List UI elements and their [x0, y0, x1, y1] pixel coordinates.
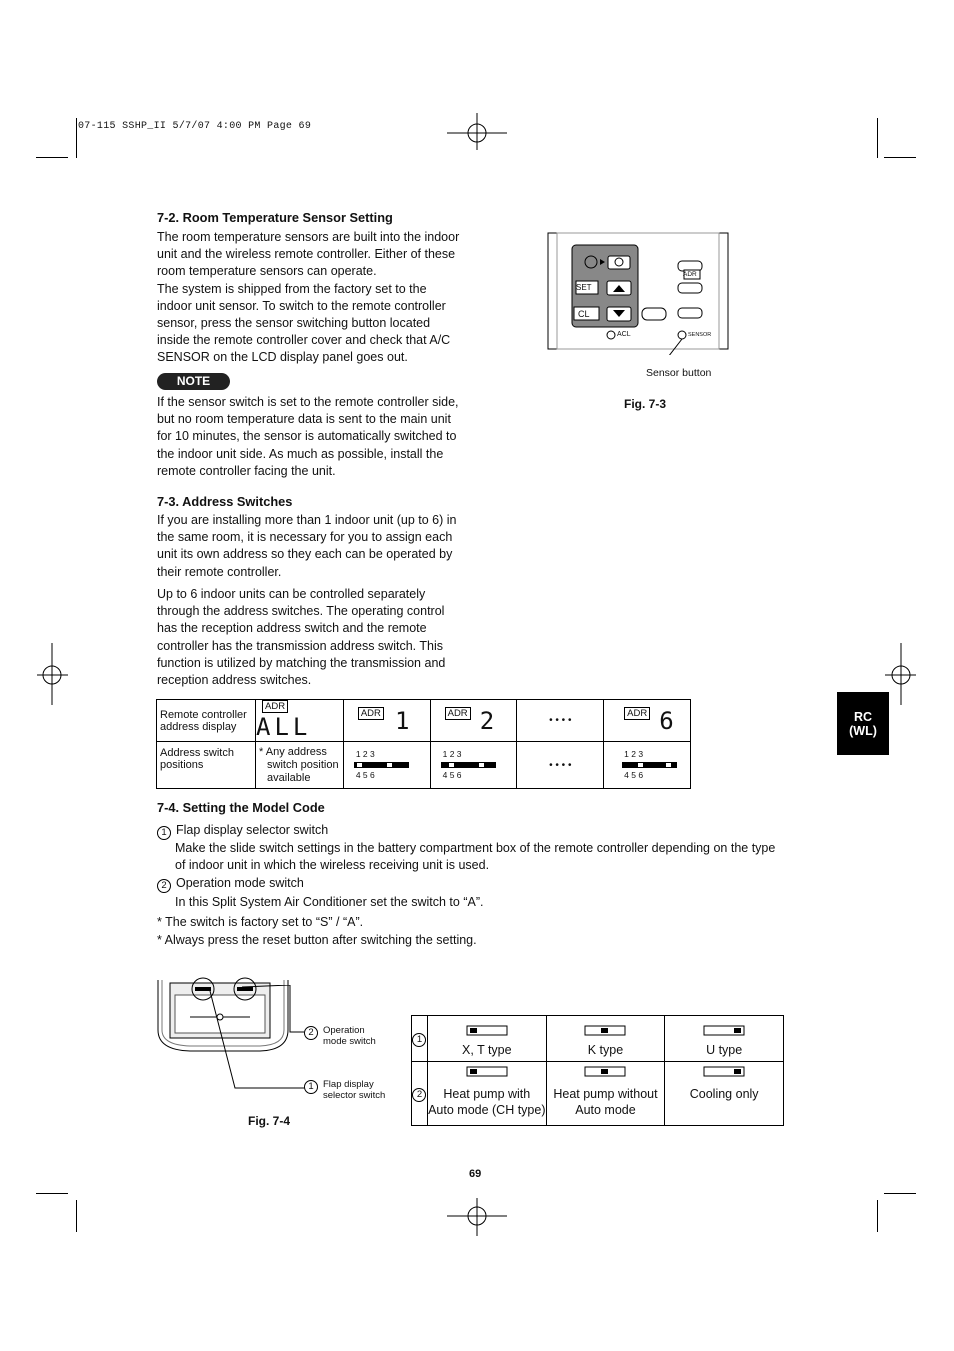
ellipsis: • • • •	[517, 700, 604, 742]
mode-heat-pump-no-auto: Heat pump without Auto mode	[546, 1062, 665, 1126]
number-2-icon: 2	[412, 1088, 426, 1102]
adr-badge: ADR	[624, 707, 650, 720]
lcd-display: 6	[659, 706, 674, 735]
dip-switch	[622, 760, 682, 770]
model-u-type: U type	[665, 1016, 784, 1062]
adr-badge: ADR	[262, 700, 288, 713]
number-1-icon: 1	[304, 1080, 318, 1094]
switch-top-numbers: 1 2 3	[624, 749, 644, 759]
model-k-type: K type	[546, 1016, 665, 1062]
switch-bottom-numbers: 4 5 6	[442, 770, 462, 780]
number-1-icon: 1	[412, 1033, 426, 1047]
number-2-icon: 2	[157, 879, 171, 893]
display-6	[604, 700, 691, 742]
cl-button-label: CL	[578, 309, 590, 319]
page-number: 69	[469, 1168, 482, 1180]
switch-top-numbers: 1 2 3	[442, 749, 462, 759]
address-table	[156, 699, 691, 789]
lcd-display: 2	[479, 706, 495, 735]
dip-switch	[441, 760, 501, 770]
print-header: 07-115 SSHP_II 5/7/07 4:00 PM Page 69	[78, 121, 312, 132]
fig-7-4-caption: Fig. 7-4	[248, 1114, 291, 1128]
section-title-7-4: 7-4. Setting the Model Code	[157, 800, 325, 815]
display-all	[256, 700, 344, 742]
any-address-note: * Any address switch position available	[256, 742, 344, 789]
switch-cell-2	[430, 742, 517, 789]
note-badge: NOTE	[157, 373, 230, 390]
address-paragraph-2: Up to 6 indoor units can be controlled separately through the address switches. The operating control has the reception address switch and the remote controller has the transmission address switch. This function is utilized by matching the transmission and reception address switches.	[157, 587, 446, 688]
flap-display-callout: 1 Flap display selector switch	[304, 1079, 385, 1101]
note-paragraph: If the sensor switch is set to the remote controller side, but no room temperature data is sent to the main unit for 10 minutes, the sensor is automatically switched to the indoor unit side. As much as possible, install the remote controller facing the unit.	[157, 395, 459, 478]
sensor-button-callout: Sensor button	[646, 367, 712, 379]
adr-badge: ADR	[358, 707, 384, 720]
set-button-label: SET	[576, 283, 592, 292]
address-switch-label: Address switch positions	[157, 742, 256, 789]
row-number-1	[412, 1016, 428, 1062]
slide-switch-a	[466, 1066, 508, 1078]
address-display-label: Remote controller address display	[157, 700, 256, 742]
switch-bottom-numbers: 4 5 6	[624, 770, 644, 780]
number-1-icon: 1	[157, 826, 171, 840]
slide-switch-s	[466, 1025, 508, 1037]
sensor-label: SENSOR	[688, 332, 712, 338]
lcd-display: ALL	[256, 713, 312, 741]
switch-cell-1	[343, 742, 430, 789]
display-1	[343, 700, 430, 742]
section-title-7-2: 7-2. Room Temperature Sensor Setting	[157, 210, 393, 225]
operation-mode-callout: 2 Operation mode switch	[304, 1025, 376, 1047]
slide-switch-n	[703, 1025, 745, 1037]
mode-cooling-only: Cooling only	[665, 1062, 784, 1126]
adr-button-label: ADR	[683, 271, 697, 278]
model-code-table	[411, 1015, 784, 1126]
section-side-tab: RC (WL)	[837, 692, 889, 755]
mode-heat-pump-auto: Heat pump with Auto mode (CH type)	[427, 1062, 546, 1126]
address-paragraph-1: If you are installing more than 1 indoor unit (up to 6) in the same room, it is necessary for you to assign each unit its own address so they each can be operated by their remote controller.	[157, 513, 457, 579]
switch-top-numbers: 1 2 3	[355, 749, 375, 759]
switch-cell-6	[604, 742, 691, 789]
slide-switch-c	[703, 1066, 745, 1078]
slide-switch-h	[584, 1066, 626, 1078]
row-number-2	[412, 1062, 428, 1126]
number-2-icon: 2	[304, 1026, 318, 1040]
slide-switch-k	[584, 1025, 626, 1037]
acl-label: ACL	[617, 331, 631, 338]
model-xt-type: X, T type	[427, 1016, 546, 1062]
model-code-instructions: 1 Flap display selector switch Make the slide switch settings in the battery compartment box of the remote controller depending on the type of indoor unit in which the wireless receiving unit is used. 2 Operation mode switch In this Split System Air Conditioner set the switch to “A”. * The switch is factory set to “S” / “A”. * Always press the reset button after switching the setting.	[157, 823, 776, 947]
lcd-display: 1	[394, 706, 410, 735]
callout-lines	[200, 985, 310, 1095]
display-2	[430, 700, 517, 742]
switch-bottom-numbers: 4 5 6	[355, 770, 375, 780]
sensor-paragraph: The room temperature sensors are built into the indoor unit and the wireless remote controller. Either of these room temperature sensors can operate. The system is shipped from the factory set to the indoor unit sensor. To switch to the remote controller sensor, press the sensor switching button located inside the remote controller cover and check that A/C SENSOR on the LCD display panel goes out.	[157, 230, 460, 365]
dip-switch	[354, 760, 414, 770]
section-title-7-3: 7-3. Address Switches	[157, 494, 293, 509]
fig-7-3-caption: Fig. 7-3	[624, 397, 667, 411]
adr-badge: ADR	[445, 707, 471, 720]
ellipsis: • • • •	[517, 742, 604, 789]
